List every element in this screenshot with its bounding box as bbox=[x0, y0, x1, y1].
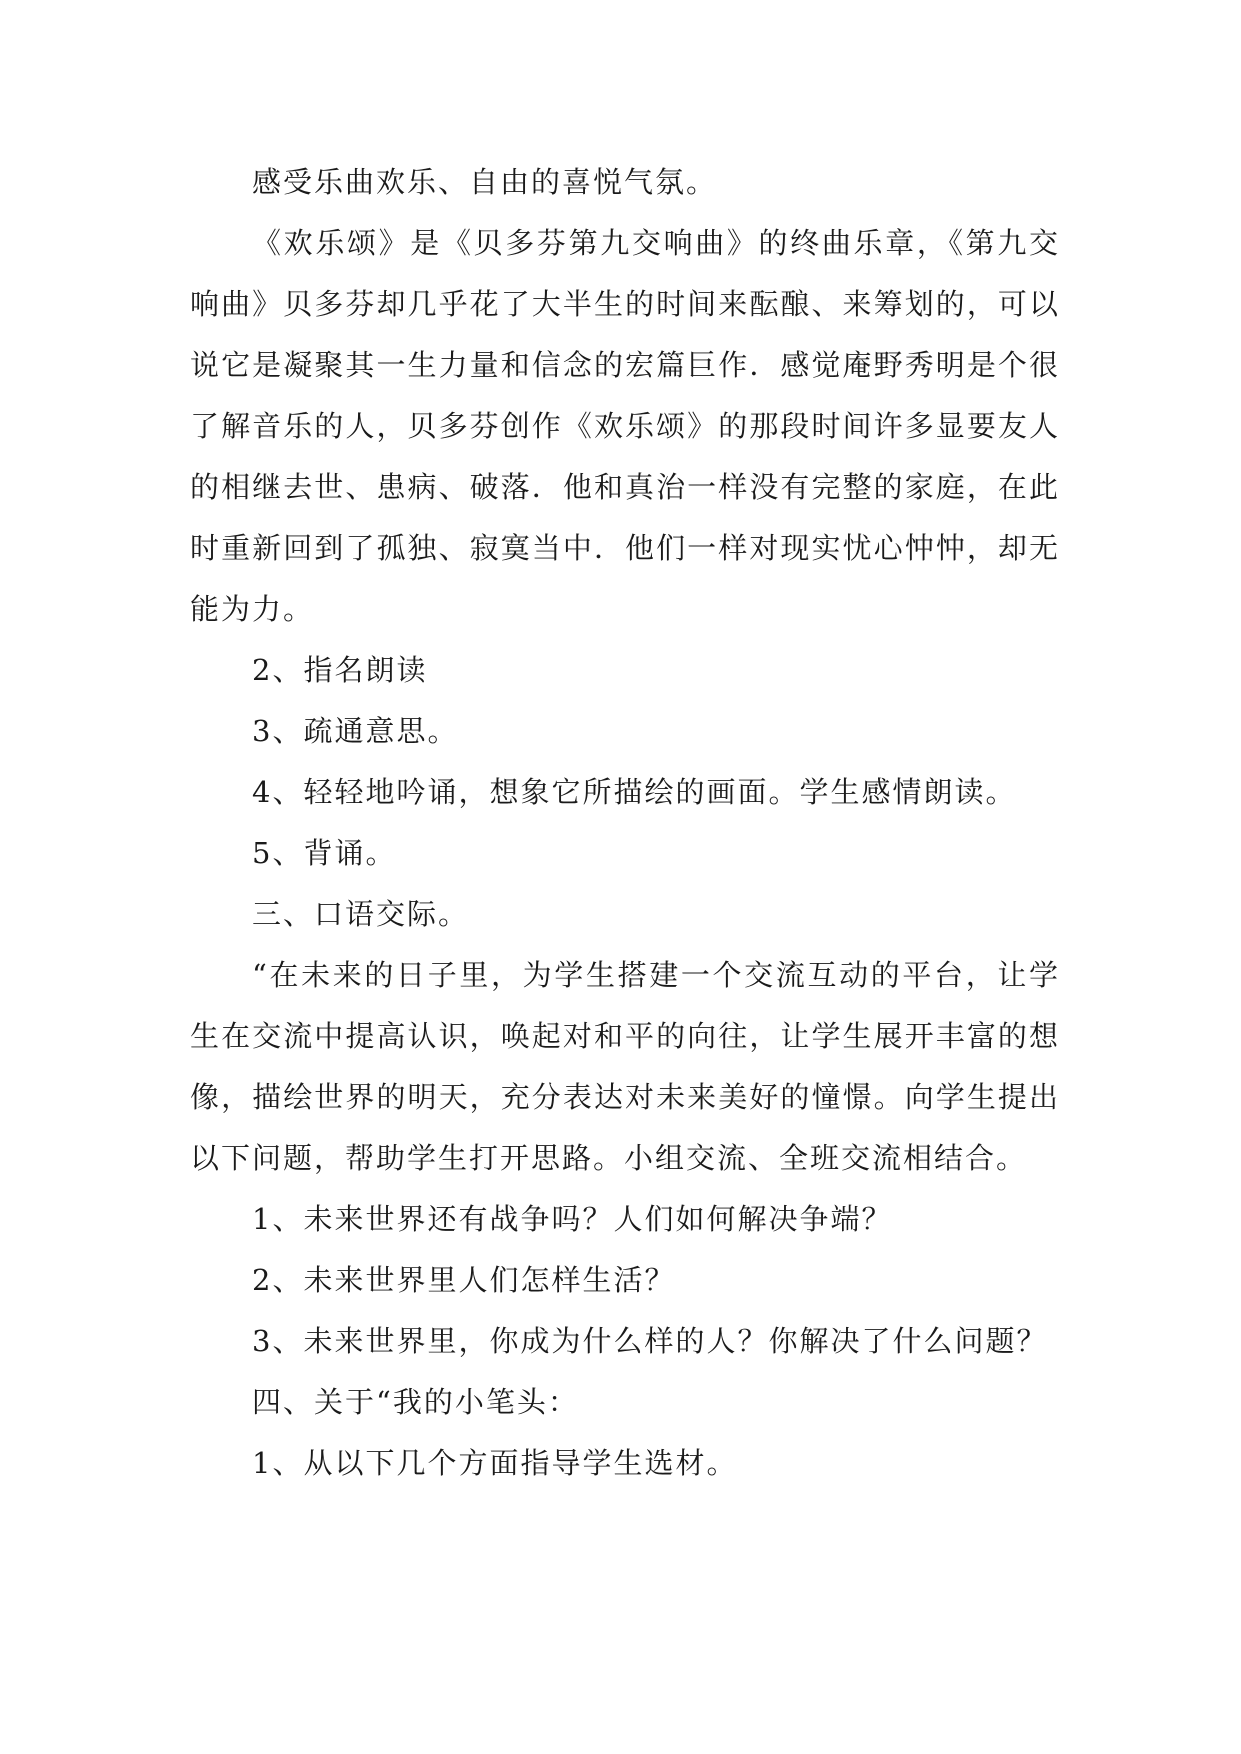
question-war: 1、未来世界还有战争吗？人们如何解决争端？ bbox=[252, 1202, 893, 1236]
list-item-select-material: 1、从以下几个方面指导学生选材。 bbox=[252, 1446, 738, 1480]
section-heading-little-pen: 四、关于“我的小笔头： bbox=[252, 1385, 579, 1419]
paragraph-feel-music: 感受乐曲欢乐、自由的喜悦气氛。 bbox=[252, 165, 718, 199]
list-item-read-aloud: 2、指名朗读 bbox=[252, 653, 428, 687]
section-heading-oral-communication: 三、口语交际。 bbox=[252, 897, 470, 931]
list-item-recite-imagine: 4、轻轻地吟诵，想象它所描绘的画面。学生感情朗读。 bbox=[252, 775, 1017, 809]
document-body bbox=[190, 152, 1060, 1494]
list-item-memorize: 5、背诵。 bbox=[252, 836, 397, 870]
question-person: 3、未来世界里，你成为什么样的人？你解决了什么问题？ bbox=[252, 1324, 1048, 1358]
list-item-understand-meaning: 3、疏通意思。 bbox=[252, 714, 459, 748]
paragraph-ode-to-joy: 《欢乐颂》是《贝多芬第九交响曲》的终曲乐章，《第九交响曲》贝多芬却几乎花了大半生的时间来酝酿、来筹划的，可以说它是凝聚其一生力量和信念的宏篇巨作．感觉庵野秀明是个很了解音乐的人，贝多芬创作《欢乐颂》的那段时间许多显要友人的相继去世、患病、破落．他和真治一样没有完整的家庭，在此时重新回到了孤独、寂寞当中．他们一样对现实忧心忡忡，却无能为力。 bbox=[190, 226, 1060, 626]
paragraph-future-platform: “在未来的日子里，为学生搭建一个交流互动的平台，让学生在交流中提高认识，唤起对和平的向往，让学生展开丰富的想像，描绘世界的明天，充分表达对未来美好的憧憬。向学生提出以下问题，帮助学生打开思路。小组交流、全班交流相结合。 bbox=[190, 958, 1060, 1175]
question-life: 2、未来世界里人们怎样生活？ bbox=[252, 1263, 676, 1297]
